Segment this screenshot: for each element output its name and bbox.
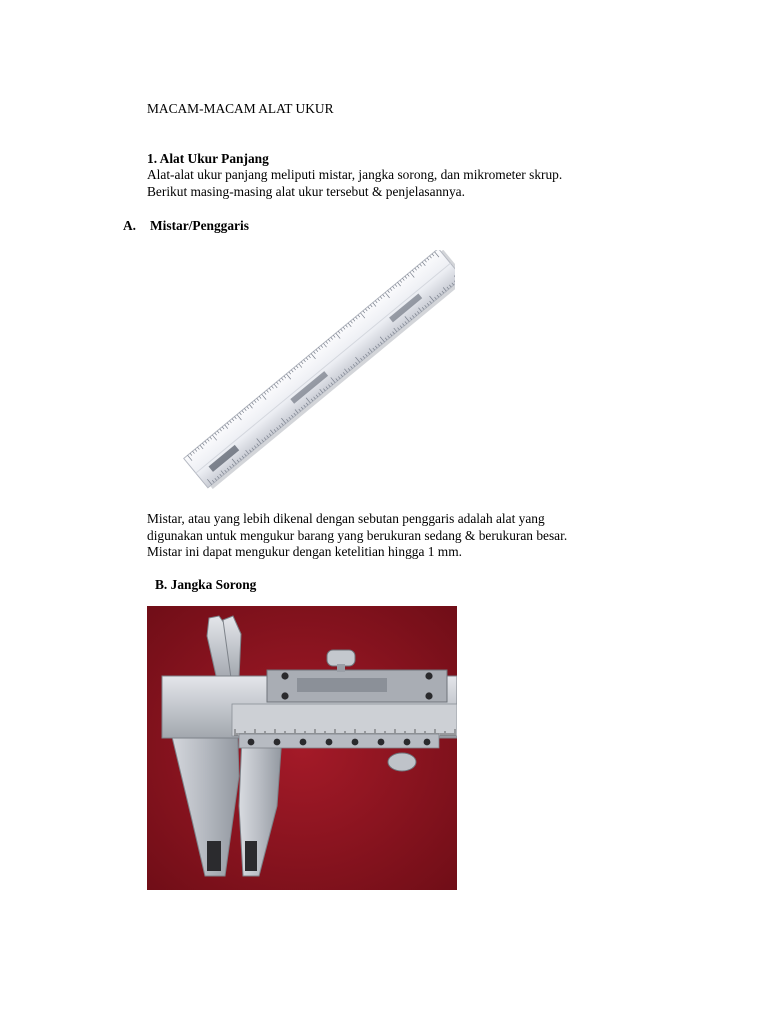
subsection-letter: A.	[123, 218, 137, 233]
mistar-description-line: Mistar ini dapat mengukur dengan ketelitian hingga 1 mm.	[147, 544, 462, 559]
section-heading-alat-ukur-panjang: 1. Alat Ukur Panjang	[147, 151, 269, 166]
document-title: MACAM-MACAM ALAT UKUR	[147, 101, 334, 116]
mistar-description-line: digunakan untuk mengukur barang yang berukuran sedang & berukuran besar.	[147, 528, 568, 543]
mistar-description-line: Mistar, atau yang lebih dikenal dengan sebutan penggaris adalah alat yang	[147, 511, 545, 526]
vernier-caliper-photo	[147, 606, 457, 890]
section-intro-line: Alat-alat ukur panjang meliputi mistar, jangka sorong, dan mikrometer skrup.	[147, 167, 563, 182]
ruler-photo	[165, 250, 455, 490]
subsection-title-jangka-sorong: B. Jangka Sorong	[155, 577, 257, 592]
subsection-title-mistar: Mistar/Penggaris	[150, 218, 249, 233]
section-intro-line: Berikut masing-masing alat ukur tersebut & penjelasannya.	[147, 184, 465, 199]
